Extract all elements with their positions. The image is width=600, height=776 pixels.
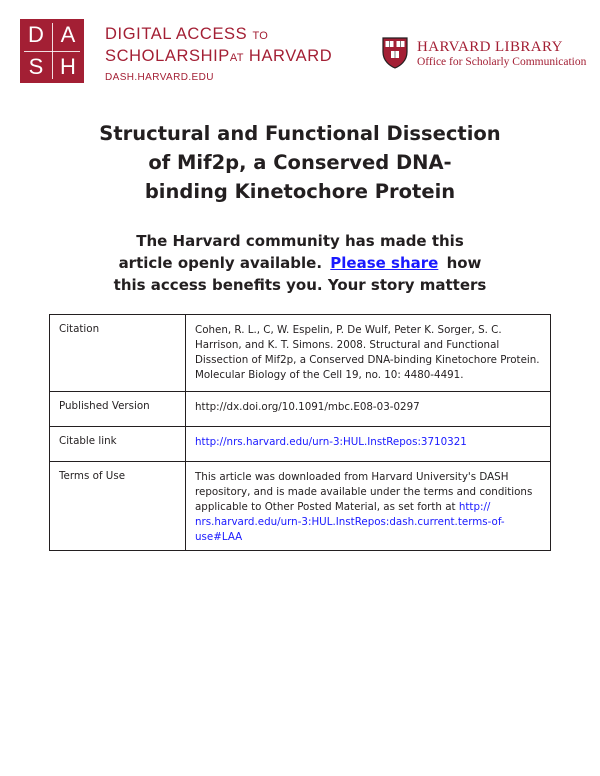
title-line: Structural and Functional Dissection xyxy=(99,122,501,145)
published-version-value[interactable]: http://dx.doi.org/10.1091/mbc.E08-03-0297 xyxy=(186,392,551,427)
table-row xyxy=(50,462,551,551)
table-row xyxy=(50,392,551,427)
dash-logo-letter: S xyxy=(28,54,44,79)
please-share-link[interactable]: Please share xyxy=(330,254,439,272)
terms-link[interactable]: http:// nrs.harvard.edu/urn-3:HUL.InstRepos:dash.current.terms-of-use#LAA xyxy=(195,501,505,543)
notice-line-1: The Harvard community has made this xyxy=(136,232,464,250)
dash-logo xyxy=(20,19,84,83)
dash-line-2-end: HARVARD xyxy=(248,47,333,65)
dash-line-1-small: TO xyxy=(252,30,269,42)
dash-wordmark xyxy=(105,24,332,83)
dash-line-2 xyxy=(105,46,332,68)
notice-line-2-end: how xyxy=(446,254,482,272)
title-line: of Mif2p, a Conserved DNA- xyxy=(148,151,452,174)
table-row xyxy=(50,427,551,462)
title-line: binding Kinetochore Protein xyxy=(144,180,456,203)
dash-url[interactable]: DASH.HARVARD.EDU xyxy=(105,72,214,83)
open-access-notice xyxy=(50,230,550,296)
notice-line-3: this access benefits you. Your story matters xyxy=(113,276,487,294)
notice-line-2-text: article openly available. xyxy=(118,254,323,272)
metadata-table xyxy=(49,314,551,551)
citable-link-cell xyxy=(186,427,551,462)
citation-label: Citation xyxy=(50,315,186,392)
citation-value: Cohen, R. L., C, W. Espelin, P. De Wulf, Peter K. Sorger, S. C. Harrison, and K. T. Simons. 2008. Structural and Functional Dissection of Mif2p, a Conserved DNA-binding Kinetochore Protein. Molecular Biology of the Cell 19, no. 10: 4480-4491. xyxy=(186,315,551,392)
library-subtitle: Office for Scholarly Communication xyxy=(417,56,587,68)
harvard-library-wordmark xyxy=(417,39,586,69)
library-title: HARVARD LIBRARY xyxy=(417,39,563,55)
dash-logo-letter: H xyxy=(60,54,76,79)
logo-divider xyxy=(24,51,80,52)
notice-line-2 xyxy=(50,252,550,274)
dash-line-2-text: SCHOLARSHIP xyxy=(105,47,230,65)
table-row xyxy=(50,315,551,392)
citable-link[interactable]: http://nrs.harvard.edu/urn-3:HUL.InstRepos:3710321 xyxy=(195,436,467,448)
terms-text: This article was downloaded from Harvard University's DASH repository, and is made available under the terms and conditions applicable to Other Posted Material, as set forth at xyxy=(195,471,533,513)
dash-line-2-small: AT xyxy=(229,52,244,64)
dash-line-1 xyxy=(105,24,332,46)
published-version-label: Published Version xyxy=(50,392,186,427)
dash-line-1-text: DIGITAL ACCESS xyxy=(105,25,248,43)
dash-logo-letter: D xyxy=(28,22,44,47)
harvard-shield-icon xyxy=(382,37,408,69)
citable-link-label: Citable link xyxy=(50,427,186,462)
article-title xyxy=(50,119,550,206)
dash-logo-letter: A xyxy=(60,22,76,47)
terms-of-use-label: Terms of Use xyxy=(50,462,186,551)
terms-of-use-value xyxy=(186,462,551,551)
